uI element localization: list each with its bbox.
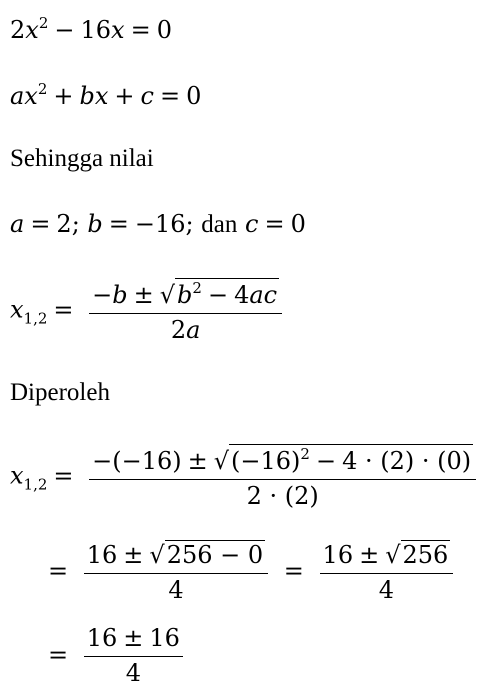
quadratic-formula: $x_{1,2}$ = $\frac{-b \pm √b^2 - 4ac}{2a}$ [10,278,284,344]
equation-general-form: $ax^2$ + bx + c = 0 [10,80,202,110]
formula-numerator: $-b \pm √b^2 - 4ac$ [89,278,282,314]
text-sehingga-nilai: Sehingga nilai [10,145,154,172]
simplification-step-1: = $\frac{16 \pm √256 - 0}{4}$ = $\frac{16 \pm √256}{4}$ [42,540,455,604]
text-diperoleh: Diperoleh [10,379,110,406]
equation-given: $2x^2 - 16x = 0$ [10,14,172,44]
substitution-denominator: 2 · (2) [246,481,319,510]
step2-fraction: $\frac{16 \pm 16}{4}$ [84,625,183,687]
substitution-fraction [89,444,476,510]
step1-fraction-a: $\frac{16 \pm √256 - 0}{4}$ [84,540,268,604]
formula-fraction [89,278,282,344]
step1-fraction-b: $\frac{16 \pm √256}{4}$ [320,540,454,604]
substitution-equation: $x_{1,2}$ = $\frac{-(-16) \pm √(-16)^2 - 4 \cdot (2) \cdot (0)}{2 \cdot (2)}$ [10,444,478,510]
coefficients-line: a = 2; b = −16; dan c = 0 [10,210,306,238]
text-dan: dan [201,211,238,238]
substitution-numerator: $-(-16) \pm √(-16)^2 - 4 \cdot (2) \cdot (0)$ [89,444,476,480]
simplification-step-2: = $\frac{16 \pm 16}{4}$ [42,625,185,687]
formula-denominator: 2a [170,315,201,344]
